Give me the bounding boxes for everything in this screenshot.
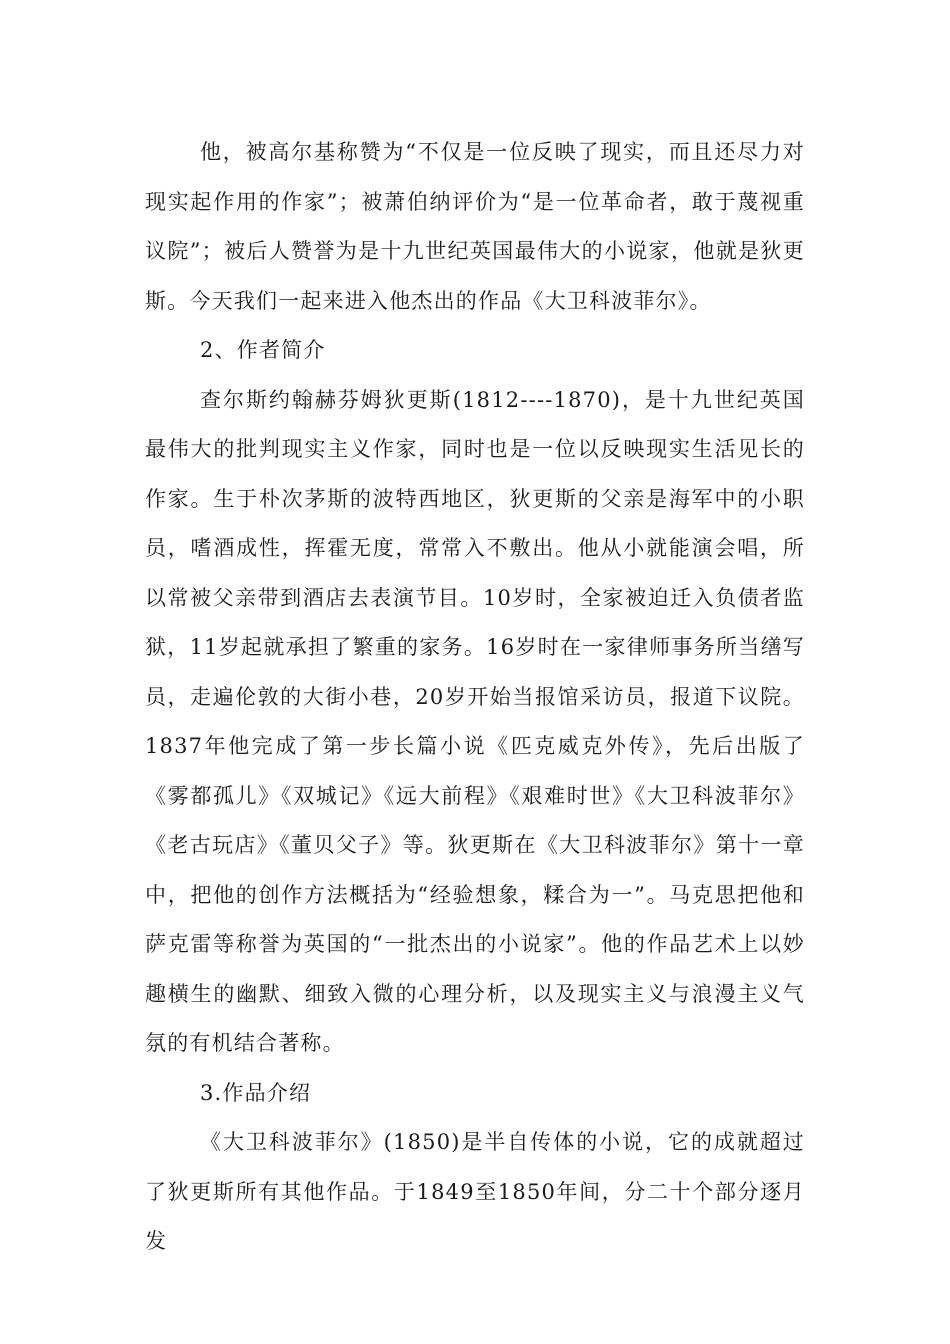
intro-paragraph: 他，被高尔基称赞为“不仅是一位反映了现实，而且还尽力对现实起作用的作家”；被萧伯纳评价为“是一位革命者，敢于蔑视重议院”；被后人赞誉为是十九世纪英国最伟大的小说家，他就是狄更斯。今天我们一起来进入他杰出的作品《大卫科波菲尔》。 xyxy=(145,140,805,313)
author-intro-paragraph: 查尔斯约翰赫芬姆狄更斯(1812----1870)，是十九世纪英国最伟大的批判现实主义作家，同时也是一位以反映现实生活见长的作家。生于朴次茅斯的波特西地区，狄更斯的父亲是海军中的小职员，嗜酒成性，挥霍无度，常常入不敷出。他从小就能演会唱，所以常被父亲带到酒店去表演节目。10岁时，全家被迫迁入负债者监狱，11岁起就承担了繁重的家务。16岁时在一家律师事务所当缮写员，走遍伦敦的大街小巷，20岁开始当报馆采访员，报道下议院。1837年他完成了第一步长篇小说《匹克威克外传》，先后出版了《雾都孤儿》《双城记》《远大前程》《艰难时世》《大卫科波菲尔》《老古玩店》《董贝父子》等。狄更斯在《大卫科波菲尔》第十一章中，把他的创作方法概括为“经验想象，糅合为一”。马克思把他和萨克雷等称誉为英国的“一批杰出的小说家”。他的作品艺术上以妙趣横生的幽默、细致入微的心理分析，以及现实主义与浪漫主义气氛的有机结合著称。 xyxy=(145,387,805,1055)
work-intro-paragraph: 《大卫科波菲尔》(1850)是半自传体的小说，它的成就超过了狄更斯所有其他作品。于1849至1850年间，分二十个部分逐月发 xyxy=(145,1130,805,1253)
section-heading-author-intro: 2、作者简介 xyxy=(200,338,326,362)
document-page xyxy=(145,128,805,1267)
section-heading-work-intro: 3.作品介绍 xyxy=(200,1080,312,1105)
